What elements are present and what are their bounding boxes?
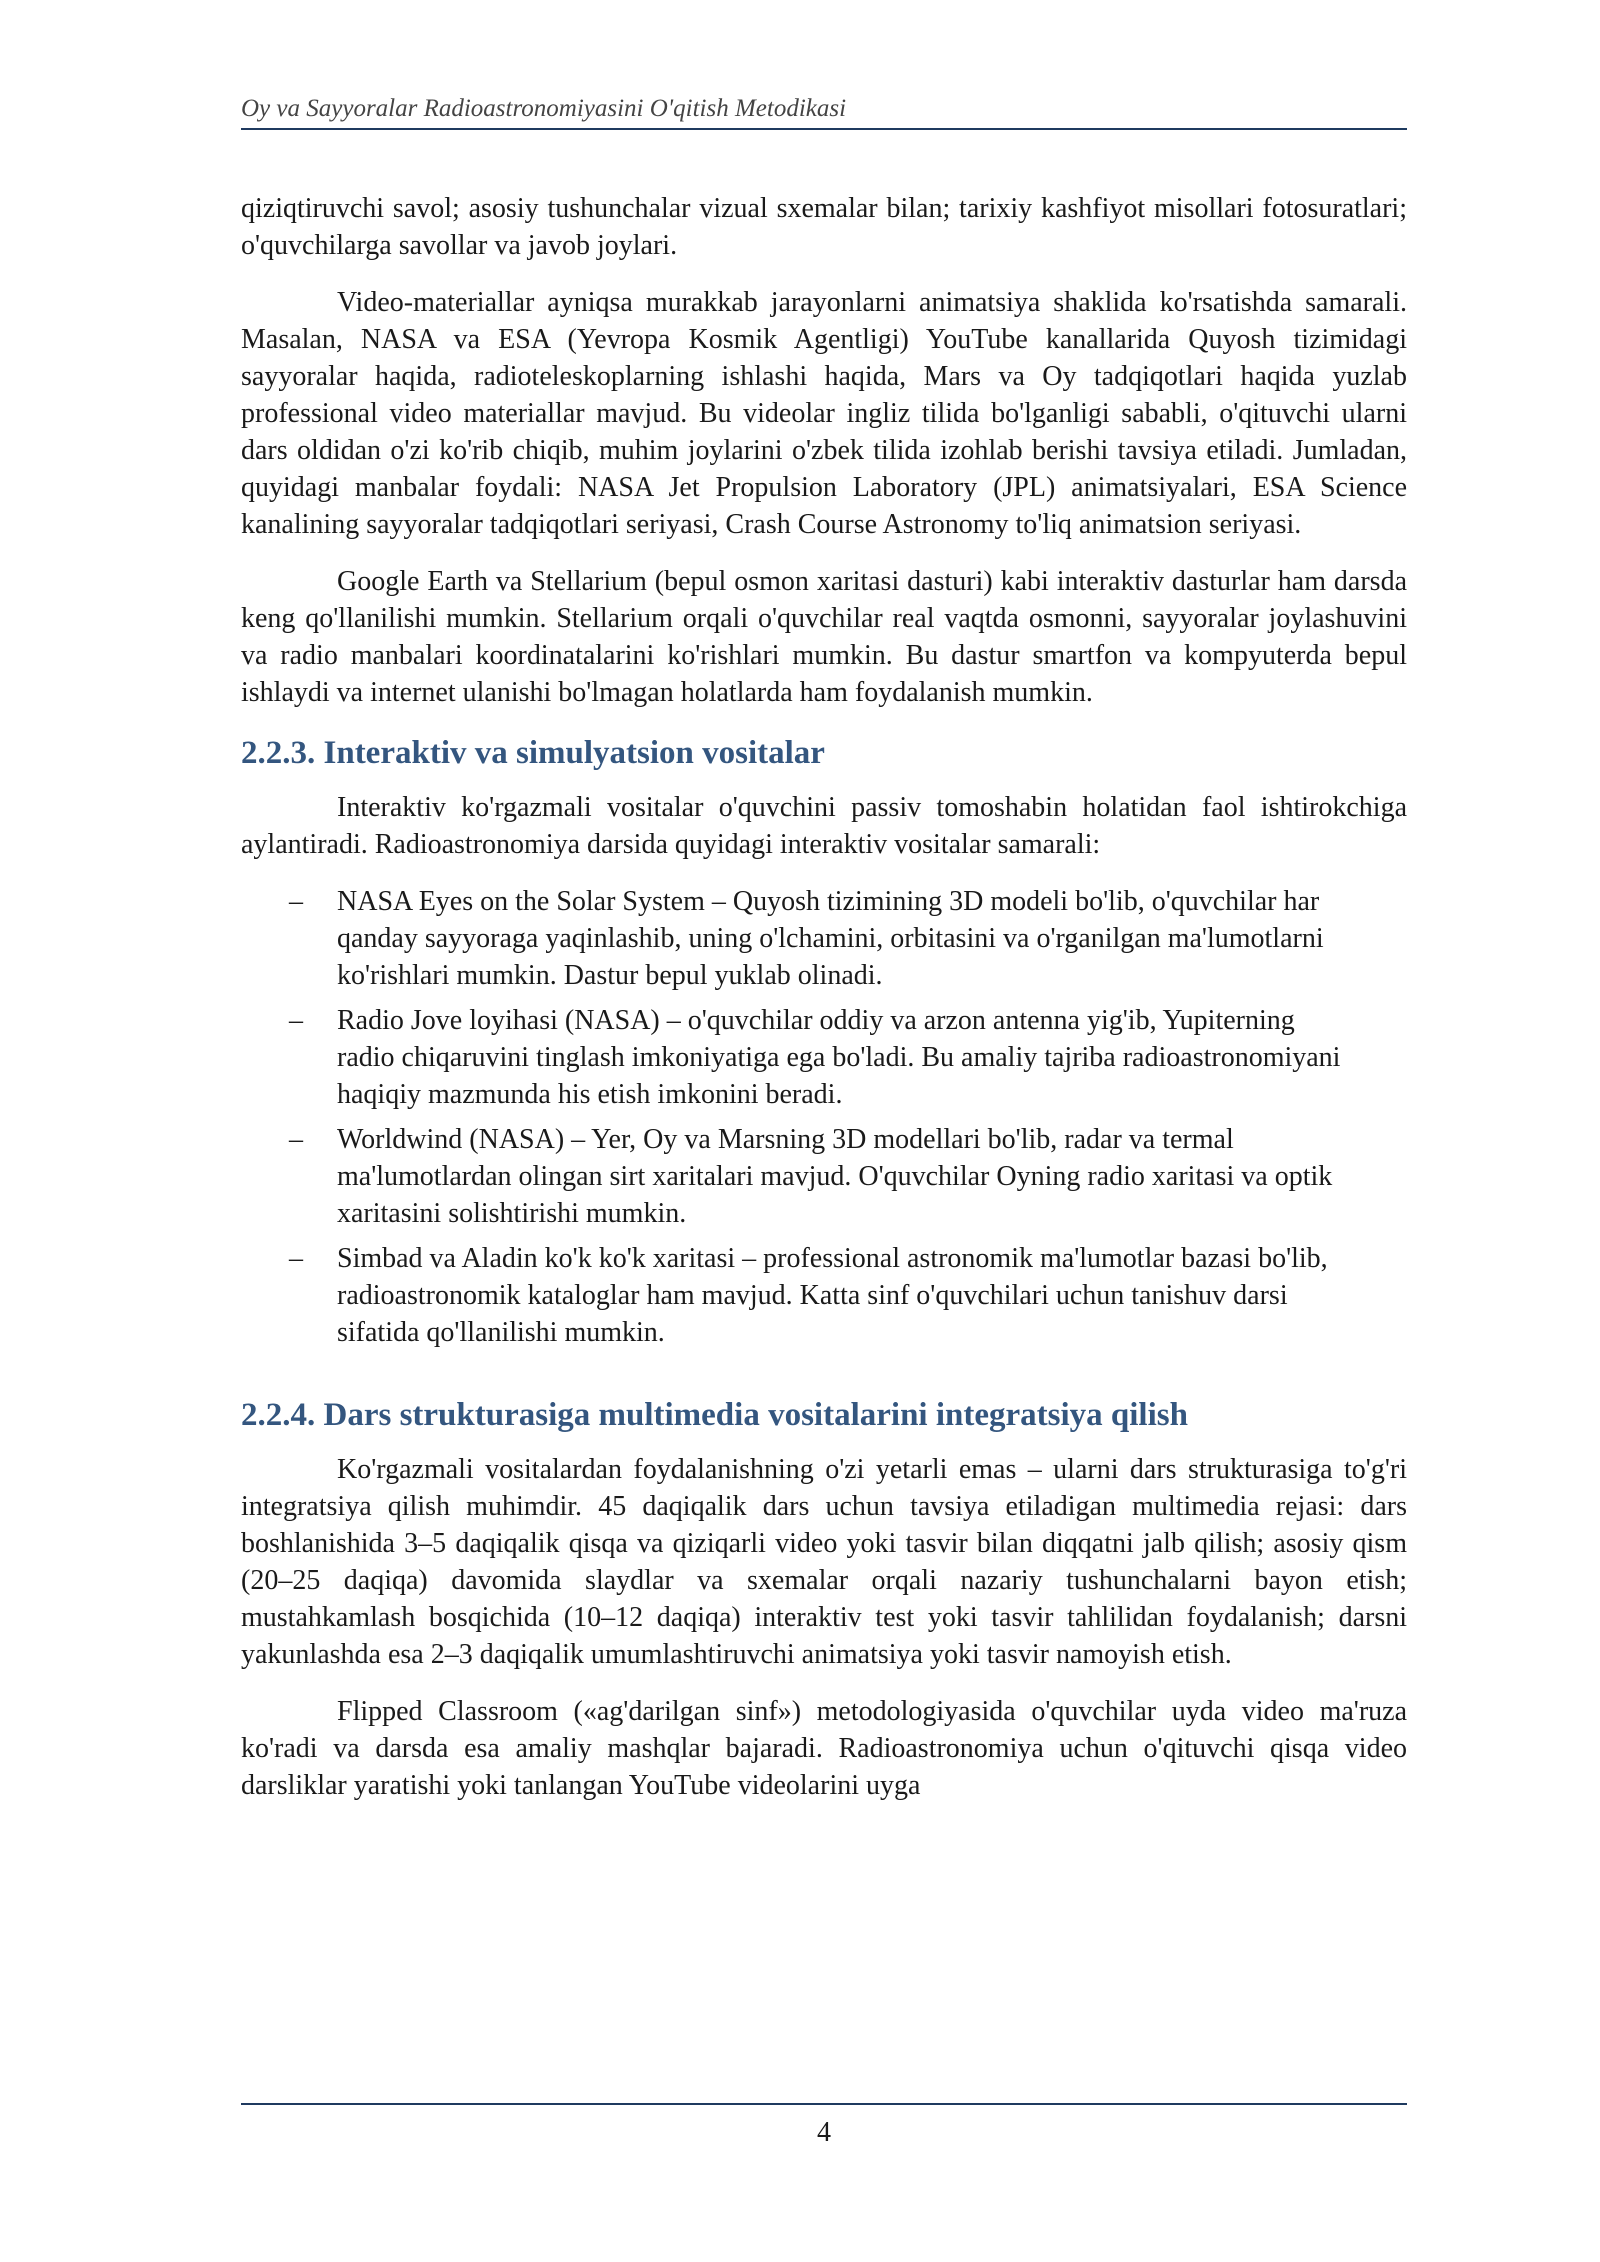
list-item [241, 1240, 1347, 1351]
list-item-text: Radio Jove loyihasi (NASA) – o'quvchilar oddiy va arzon antenna yig'ib, Yupiterning radio chiqaruvini tinglash imkoniyatiga ega bo'ladi. Bu amaliy tajriba radioastronomiyani haqiqiy mazmunda his etish imkonini beradi. [337, 1005, 1341, 1110]
list-item [241, 1121, 1347, 1232]
footer-rule [241, 2103, 1407, 2105]
dash-bullet: – [289, 1005, 303, 1036]
list-item [241, 1002, 1347, 1113]
page-number: 4 [817, 2117, 831, 2148]
section-heading-2-2-3: 2.2.3. Interaktiv va simulyatsion vositalar [241, 735, 825, 771]
paragraph-stellarium: Google Earth va Stellarium (bepul osmon xaritasi dasturi) kabi interaktiv dasturlar ham darsda keng qo'llanilishi mumkin. Stellarium orqali o'quvchilar real vaqtda osmonni, sayyoralar joylashuvini va radio manbalari koordinatalarini ko'rishlari mumkin. Bu dastur smartfon va kompyuterda bepul ishlaydi va internet ulanishi bo'lmagan holatlarda ham foydalanish mumkin. [241, 566, 1407, 708]
paragraph-continued: qiziqtiruvchi savol; asosiy tushunchalar vizual sxemalar bilan; tarixiy kashfiyot misollari fotosuratlari; o'quvchilarga savollar va javob joylari. [241, 193, 1407, 261]
running-header: Oy va Sayyoralar Radioastronomiyasini O'qitish Metodikasi [241, 90, 1407, 130]
paragraph-flipped-classroom: Flipped Classroom («ag'darilgan sinf») metodologiyasida o'quvchilar uyda video ma'ruza ko'radi va darsda esa amaliy mashqlar bajaradi. Radioastronomiya uchun o'qituvchi qisqa video darsliklar yaratishi yoki tanlangan YouTube videolarini uyga [241, 1696, 1407, 1801]
dash-bullet: – [289, 1124, 303, 1155]
interactive-tools-list [241, 883, 1407, 1351]
dash-bullet: – [289, 886, 303, 917]
dash-bullet: – [289, 1243, 303, 1274]
list-item-text: Simbad va Aladin ko'k ko'k xaritasi – professional astronomik ma'lumotlar bazasi bo'lib, radioastronomik kataloglar ham mavjud. Katta sinf o'quvchilari uchun tanishuv darsi sifatida qo'llanilishi mumkin. [337, 1243, 1328, 1348]
document-page [241, 90, 1407, 2240]
paragraph-video-materials: Video-materiallar ayniqsa murakkab jarayonlarni animatsiya shaklida ko'rsatishda samarali. Masalan, NASA va ESA (Yevropa Kosmik Agentligi) YouTube kanallarida Quyosh tizimidagi sayyoralar haqida, radioteleskoplarning ishlashi haqida, Mars va Oy tadqiqotlari haqida yuzlab professional video materiallar mavjud. Bu videolar ingliz tilida bo'lganligi sababli, o'qituvchi ularni dars oldidan o'zi ko'rib chiqib, muhim joylarini o'zbek tilida izohlab berishi tavsiya etiladi. Jumladan, quyidagi manbalar foydali: NASA Jet Propulsion Laboratory (JPL) animatsiyalari, ESA Science kanalining sayyoralar tadqiqotlari seriyasi, Crash Course Astronomy to'liq animatsion seriyasi. [241, 287, 1407, 540]
section-intro: Interaktiv ko'rgazmali vositalar o'quvchini passiv tomoshabin holatidan faol ishtirokchiga aylantiradi. Radioastronomiya darsida quyidagi interaktiv vositalar samarali: [241, 792, 1407, 860]
list-item-text: NASA Eyes on the Solar System – Quyosh tizimining 3D modeli bo'lib, o'quvchilar har qanday sayyoraga yaqinlashib, uning o'lchamini, orbitasini va o'rganilgan ma'lumotlarni ko'rishlari mumkin. Dastur bepul yuklab olinadi. [337, 886, 1324, 991]
list-item [241, 883, 1347, 994]
paragraph-lesson-structure: Ko'rgazmali vositalardan foydalanishning o'zi yetarli emas – ularni dars strukturasiga to'g'ri integratsiya qilish muhimdir. 45 daqiqalik dars uchun tavsiya etiladigan multimedia rejasi: dars boshlanishida 3–5 daqiqalik qisqa va qiziqarli video yoki tasvir bilan diqqatni jalb qilish; asosiy qism (20–25 daqiqa) davomida slaydlar va sxemalar orqali nazariy tushunchalarni bayon etish; mustahkamlash bosqichida (10–12 daqiqa) interaktiv test yoki tasvir tahlilidan foydalanish; darsni yakunlashda esa 2–3 daqiqalik umumlashtiruvchi animatsiya yoki tasvir namoyish etish. [241, 1454, 1407, 1670]
page-content [241, 190, 1407, 1824]
list-item-text: Worldwind (NASA) – Yer, Oy va Marsning 3D modellari bo'lib, radar va termal ma'lumotlardan olingan sirt xaritalari mavjud. O'quvchilar Oyning radio xaritasi va optik xaritasini solishtirishi mumkin. [337, 1124, 1333, 1229]
section-heading-2-2-4: 2.2.4. Dars strukturasiga multimedia vositalarini integratsiya qilish [241, 1397, 1188, 1433]
